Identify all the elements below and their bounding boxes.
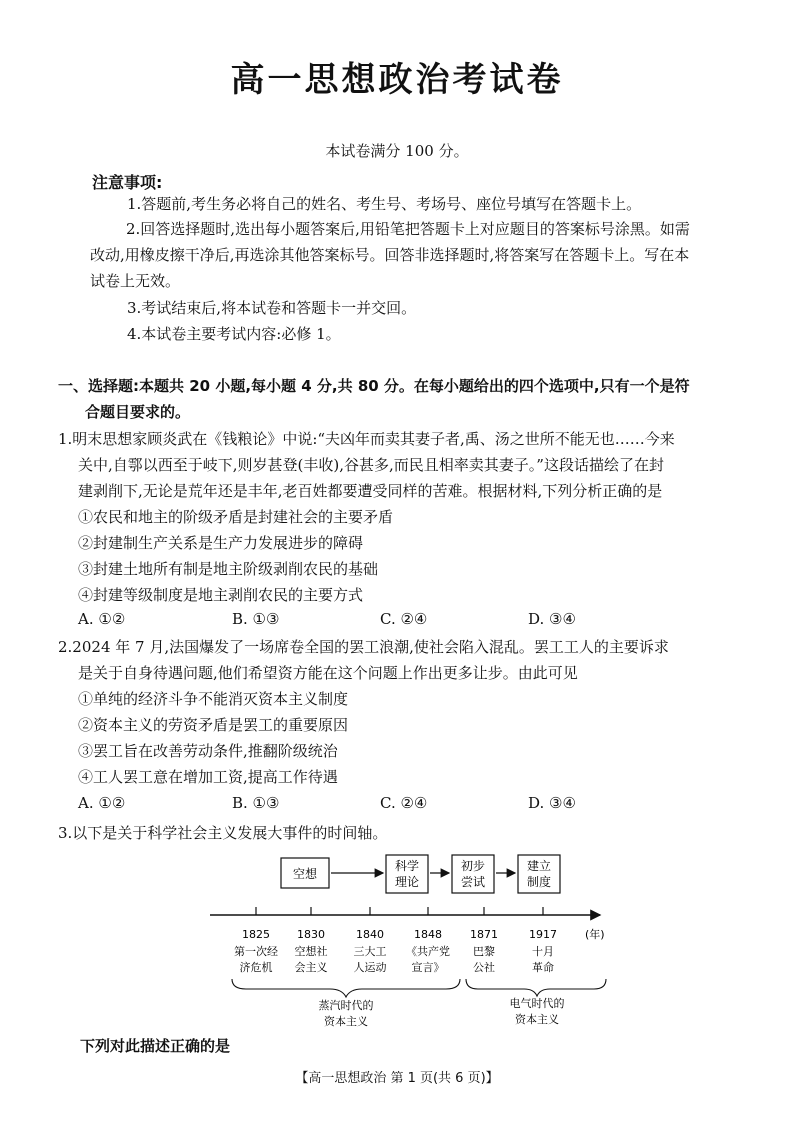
- q2-stem-line-1: 2.2024 年 7 月,法国爆发了一场席卷全国的罢工浪潮,使社会陷入混乱。罢工工人的主要诉求: [58, 638, 669, 656]
- q2-option-b[interactable]: B. ①③: [232, 794, 280, 812]
- svg-text:宣言》: 宣言》: [411, 961, 445, 974]
- svg-text:人运动: 人运动: [353, 961, 387, 974]
- svg-text:1871: 1871: [470, 928, 498, 941]
- q2-option-a[interactable]: A. ①②: [78, 794, 126, 812]
- svg-text:1917: 1917: [529, 928, 557, 941]
- era-brace-steam: [232, 979, 460, 1028]
- era-brace-electric: [466, 979, 606, 1026]
- q1-option-a[interactable]: A. ①②: [78, 610, 126, 628]
- notes-heading: 注意事项:: [92, 173, 163, 192]
- q1-item-2: ②封建制生产关系是生产力发展进步的障碍: [78, 534, 364, 552]
- q1-item-1: ①农民和地主的阶级矛盾是封建社会的主要矛盾: [78, 508, 394, 526]
- svg-text:蒸汽时代的: 蒸汽时代的: [318, 999, 374, 1012]
- svg-text:资本主义: 资本主义: [515, 1013, 559, 1026]
- svg-text:1830: 1830: [297, 928, 325, 941]
- full-score-note: 本试卷满分 100 分。: [325, 142, 469, 160]
- q2-options: [0, 794, 794, 816]
- event-1848: [406, 907, 450, 974]
- svg-text:1848: 1848: [414, 928, 442, 941]
- q2-option-c[interactable]: C. ②④: [380, 794, 428, 812]
- event-1840: [354, 907, 387, 974]
- q3-stem: 3.以下是关于科学社会主义发展大事件的时间轴。: [58, 824, 388, 842]
- svg-text:革命: 革命: [532, 961, 554, 974]
- q2-item-3: ③罢工旨在改善劳动条件,推翻阶级统治: [78, 742, 338, 760]
- q3-question: 下列对此描述正确的是: [80, 1037, 231, 1055]
- stage-box-scientific-theory: [386, 855, 428, 893]
- svg-text:科学: 科学: [394, 859, 420, 873]
- svg-text:空想: 空想: [292, 867, 318, 881]
- q1-option-b[interactable]: B. ①③: [232, 610, 280, 628]
- q1-item-3: ③封建土地所有制是地主阶级剥削农民的基础: [78, 560, 379, 578]
- q1-item-4: ④封建等级制度是地主剥削农民的主要方式: [78, 586, 364, 604]
- svg-text:巴黎: 巴黎: [473, 945, 495, 958]
- svg-text:空想社: 空想社: [294, 945, 328, 958]
- q2-stem-line-2: 是关于自身待遇问题,他们希望资方能在这个问题上作出更多让步。由此可见: [78, 664, 578, 682]
- page-footer: 【高一思想政治 第 1 页(共 6 页)】: [295, 1071, 499, 1086]
- stage-box-initial-attempt: [452, 855, 494, 893]
- svg-text:1825: 1825: [242, 928, 270, 941]
- event-1825: [234, 907, 278, 974]
- note-item-2: 2.回答选择题时,选出每小题答案后,用铅笔把答题卡上对应题目的答案标号涂黑。如需改动,用橡皮擦干净后,再选涂其他答案标号。回答非选择题时,将答案写在答题卡上。写在本试卷上无效。: [90, 220, 690, 290]
- svg-text:公社: 公社: [473, 961, 495, 974]
- note-item-1: 1.答题前,考生务必将自己的姓名、考生号、考场号、座位号填写在答题卡上。: [127, 195, 642, 213]
- q1-stem-line-1: 1.明末思想家顾炎武在《钱粮论》中说:“夫凶年而卖其妻子者,禹、汤之世所不能无也……今来: [58, 430, 675, 448]
- q1-options: [0, 610, 794, 632]
- stage-box-system: [518, 855, 560, 893]
- q2-option-d[interactable]: D. ③④: [528, 794, 576, 812]
- svg-text:电气时代的: 电气时代的: [509, 997, 565, 1010]
- svg-text:初步: 初步: [460, 859, 486, 873]
- section-heading: 一、选择题:本题共 20 小题,每小题 4 分,共 80 分。在每小题给出的四个选项中,只有一个是符: [58, 377, 690, 395]
- q1-stem-line-3: 建剥削下,无论是荒年还是丰年,老百姓都要遭受同样的苦难。根据材料,下列分析正确的是: [78, 482, 663, 500]
- axis-unit: (年): [585, 928, 605, 941]
- svg-text:建立: 建立: [526, 859, 552, 873]
- svg-text:会主义: 会主义: [294, 961, 328, 974]
- svg-text:制度: 制度: [526, 875, 552, 889]
- q2-item-2: ②资本主义的劳资矛盾是罢工的重要原因: [78, 716, 349, 734]
- svg-text:《共产党: 《共产党: [406, 945, 450, 958]
- q2-item-4: ④工人罢工意在增加工资,提高工作待遇: [78, 768, 338, 786]
- stage-box-utopia: [281, 858, 329, 888]
- note-item-4: 4.本试卷主要考试内容:必修 1。: [127, 325, 341, 343]
- svg-text:资本主义: 资本主义: [324, 1015, 368, 1028]
- q1-option-c[interactable]: C. ②④: [380, 610, 428, 628]
- exam-title: 高一思想政治考试卷: [230, 60, 564, 100]
- section-heading-cont: 合题目要求的。: [85, 403, 191, 421]
- event-1871: [470, 907, 498, 974]
- svg-text:理论: 理论: [394, 875, 420, 889]
- note-item-3: 3.考试结束后,将本试卷和答题卡一并交回。: [127, 299, 417, 317]
- svg-text:三大工: 三大工: [353, 945, 387, 958]
- q1-option-d[interactable]: D. ③④: [528, 610, 576, 628]
- svg-text:尝试: 尝试: [460, 875, 486, 889]
- svg-text:济危机: 济危机: [239, 961, 273, 974]
- event-1917: [529, 907, 557, 974]
- event-1830: [295, 907, 328, 974]
- svg-text:1840: 1840: [356, 928, 384, 941]
- q2-item-1: ①单纯的经济斗争不能消灭资本主义制度: [78, 690, 349, 708]
- svg-text:十月: 十月: [532, 945, 554, 958]
- timeline-diagram: [0, 845, 794, 1030]
- svg-text:第一次经: 第一次经: [234, 945, 278, 958]
- q1-stem-line-2: 关中,自鄠以西至于岐下,则岁甚登(丰收),谷甚多,而民且相率卖其妻子。”这段话描绘了在封: [78, 456, 664, 474]
